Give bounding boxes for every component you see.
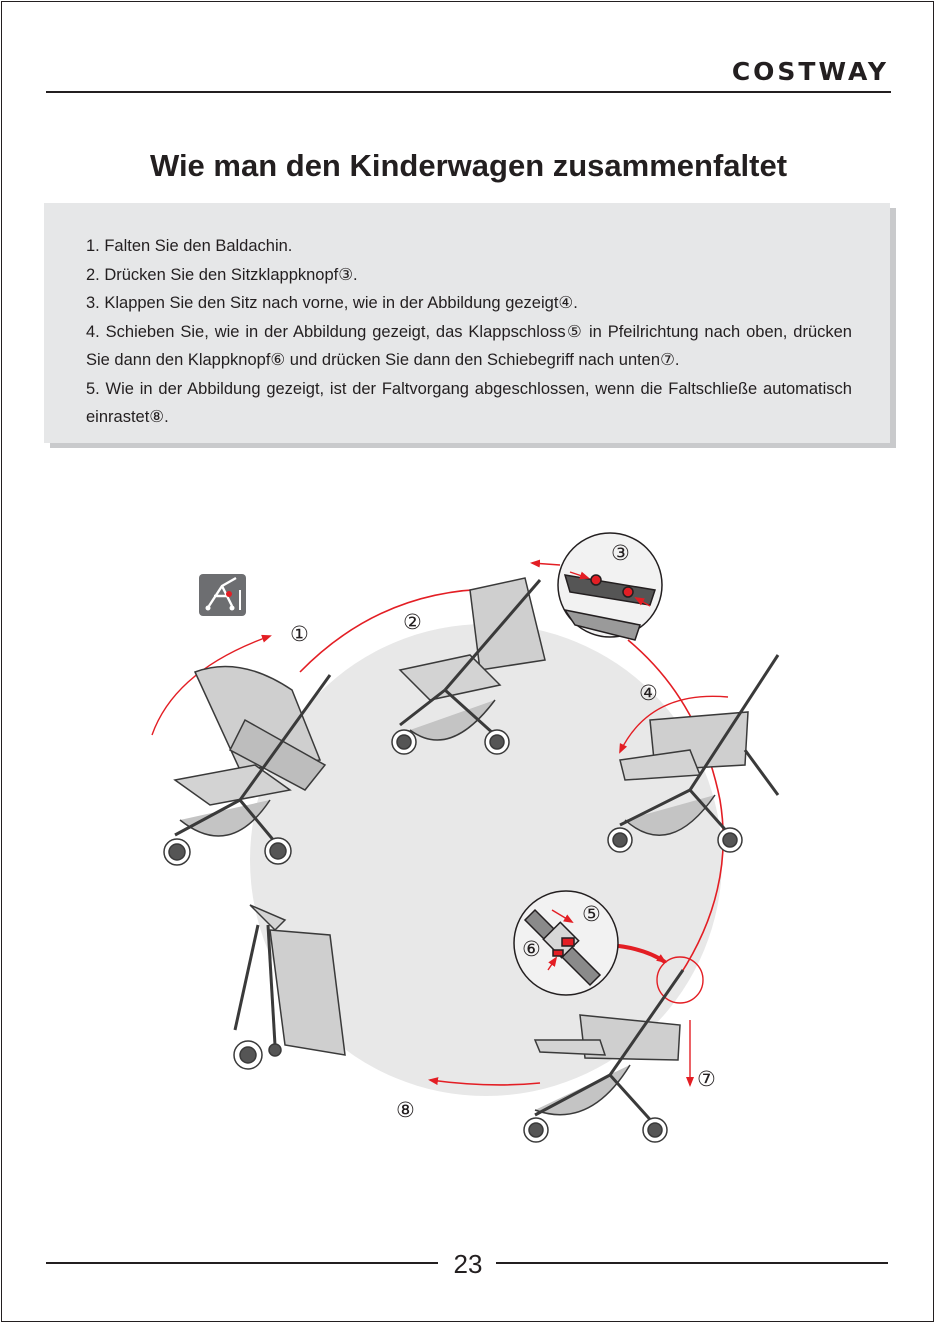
page-number: 23: [453, 1249, 483, 1279]
step-label-2: ②: [403, 611, 422, 634]
page-title: Wie man den Kinderwagen zusammenfaltet: [149, 148, 788, 183]
instruction-step-5: 5. Wie in der Abbildung gezeigt, ist der Faltvorgang abgeschlossen, wenn die Faltschließe automatisch einrastet⑧.: [86, 379, 852, 426]
brand-logo: COSTWAY: [731, 57, 889, 86]
footer-divider-left: [46, 1262, 438, 1264]
step-label-6: ⑥: [522, 938, 541, 961]
instruction-step-1: 1. Falten Sie den Baldachin.: [86, 237, 293, 255]
instruction-step-3: 3. Klappen Sie den Sitz nach vorne, wie in der Abbildung gezeigt④.: [86, 294, 578, 312]
footer-divider-right: [496, 1262, 888, 1264]
instruction-step-2: 2. Drücken Sie den Sitzklappknopf③.: [86, 265, 358, 284]
stroller-fold-icon: [199, 574, 246, 616]
step-label-3: ③: [611, 542, 630, 565]
step-label-1: ①: [290, 623, 309, 646]
step-label-8: ⑧: [396, 1099, 415, 1122]
step-label-4: ④: [639, 682, 658, 705]
magnifier-seat-button: [558, 533, 662, 640]
instruction-step-4: 4. Schieben Sie, wie in der Abbildung gezeigt, das Klappschloss⑤ in Pfeilrichtung nach oben, drücken Sie dann den Klappknopf⑥ und drücken Sie dann den Schiebegriff nach unten⑦.: [86, 322, 852, 369]
step-label-5: ⑤: [582, 903, 601, 926]
step-label-7: ⑦: [697, 1068, 716, 1091]
